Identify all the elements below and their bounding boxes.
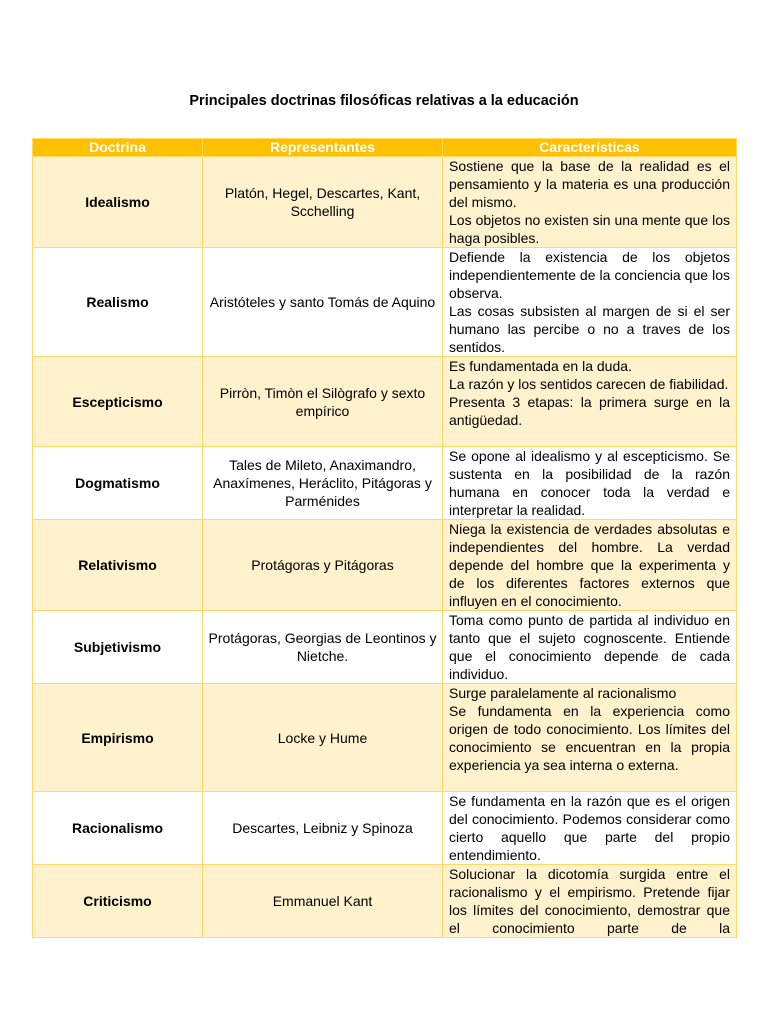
doctrine-cell: Realismo <box>33 248 203 357</box>
table-header-row <box>33 139 737 157</box>
characteristics-paragraph: Sostiene que la base de la realidad es el pensamiento y la materia es una producción del mismo. <box>449 158 730 210</box>
characteristics-cell <box>443 520 737 611</box>
table-row <box>33 792 737 865</box>
header-representantes: Representantes <box>203 139 443 157</box>
table-row <box>33 248 737 357</box>
characteristics-cell <box>443 157 737 248</box>
characteristics-cell <box>443 357 737 447</box>
characteristics-paragraph: Niega la existencia de verdades absolutas e independientes del hombre. La verdad depende del hombre que la experimenta y de los diferentes factores externos que influyen en el conocimiento. <box>449 521 730 609</box>
table-row <box>33 447 737 520</box>
doctrine-cell: Dogmatismo <box>33 447 203 520</box>
representatives-cell: Protágoras y Pitágoras <box>203 520 443 611</box>
table-row <box>33 611 737 684</box>
representatives-cell: Platón, Hegel, Descartes, Kant, Scchelling <box>203 157 443 248</box>
doctrine-cell: Escepticismo <box>33 357 203 447</box>
doctrine-cell: Empirismo <box>33 684 203 792</box>
characteristics-paragraph: Solucionar la dicotomía surgida entre el racionalismo y el empirismo. Pretende fijar los límites del conocimiento, demostrar que el conocimiento parte de la <box>449 866 730 936</box>
representatives-cell: Tales de Mileto, Anaximandro, Anaxímenes, Heráclito, Pitágoras y Parménides <box>203 447 443 520</box>
characteristics-paragraph: Se fundamenta en la razón que es el origen del conocimiento. Podemos considerar como cierto aquello que parte del propio entendimiento. <box>449 793 730 863</box>
doctrine-cell: Racionalismo <box>33 792 203 865</box>
characteristics-paragraph: La razón y los sentidos carecen de fiabilidad. <box>449 376 729 392</box>
characteristics-paragraph: Se fundamenta en la experiencia como origen de todo conocimiento. Los límites del conocimiento se encuentran en la propia experiencia ya sea interna o externa. <box>449 703 730 773</box>
header-doctrina: Doctrina <box>33 139 203 157</box>
characteristics-paragraph: Es fundamentada en la duda. <box>449 358 632 374</box>
representatives-cell: Protágoras, Georgias de Leontinos y Nietche. <box>203 611 443 684</box>
representatives-cell: Aristóteles y santo Tomás de Aquino <box>203 248 443 357</box>
doctrine-cell: Relativismo <box>33 520 203 611</box>
representatives-cell: Descartes, Leibniz y Spinoza <box>203 792 443 865</box>
characteristics-cell <box>443 248 737 357</box>
doctrine-cell: Idealismo <box>33 157 203 248</box>
characteristics-paragraph: Presenta 3 etapas: la primera surge en la antigüedad. <box>449 394 730 428</box>
representatives-cell: Emmanuel Kant <box>203 865 443 938</box>
doctrine-cell: Criticismo <box>33 865 203 938</box>
header-caracteristicas: Características <box>443 139 737 157</box>
characteristics-paragraph: Los objetos no existen sin una mente que los haga posibles. <box>449 212 730 246</box>
page-title: Principales doctrinas filosóficas relativas a la educación <box>189 93 579 109</box>
table-row <box>33 157 737 248</box>
table-row <box>33 357 737 447</box>
table-row <box>33 684 737 792</box>
characteristics-cell <box>443 792 737 865</box>
characteristics-paragraph: Se opone al idealismo y al escepticismo. Se sustenta en la posibilidad de la razón humana en conocer toda la verdad e interpretar la realidad. <box>449 448 730 518</box>
doctrines-table <box>32 138 737 938</box>
characteristics-paragraph: Toma como punto de partida al individuo en tanto que el sujeto cognoscente. Entiende que el conocimiento depende de cada individuo. <box>449 612 730 682</box>
characteristics-cell <box>443 611 737 684</box>
doctrine-cell: Subjetivismo <box>33 611 203 684</box>
table-row <box>33 520 737 611</box>
characteristics-cell <box>443 684 737 792</box>
characteristics-paragraph: Las cosas subsisten al margen de si el ser humano las percibe o no a traves de los sentidos. <box>449 303 730 355</box>
characteristics-paragraph: Surge paralelamente al racionalismo <box>449 685 677 701</box>
table-row <box>33 865 737 938</box>
characteristics-cell <box>443 865 737 938</box>
representatives-cell: Pirròn, Timòn el Silògrafo y sexto empírico <box>203 357 443 447</box>
representatives-cell: Locke y Hume <box>203 684 443 792</box>
characteristics-cell <box>443 447 737 520</box>
characteristics-paragraph: Defiende la existencia de los objetos independientemente de la conciencia que los observa. <box>449 249 730 301</box>
